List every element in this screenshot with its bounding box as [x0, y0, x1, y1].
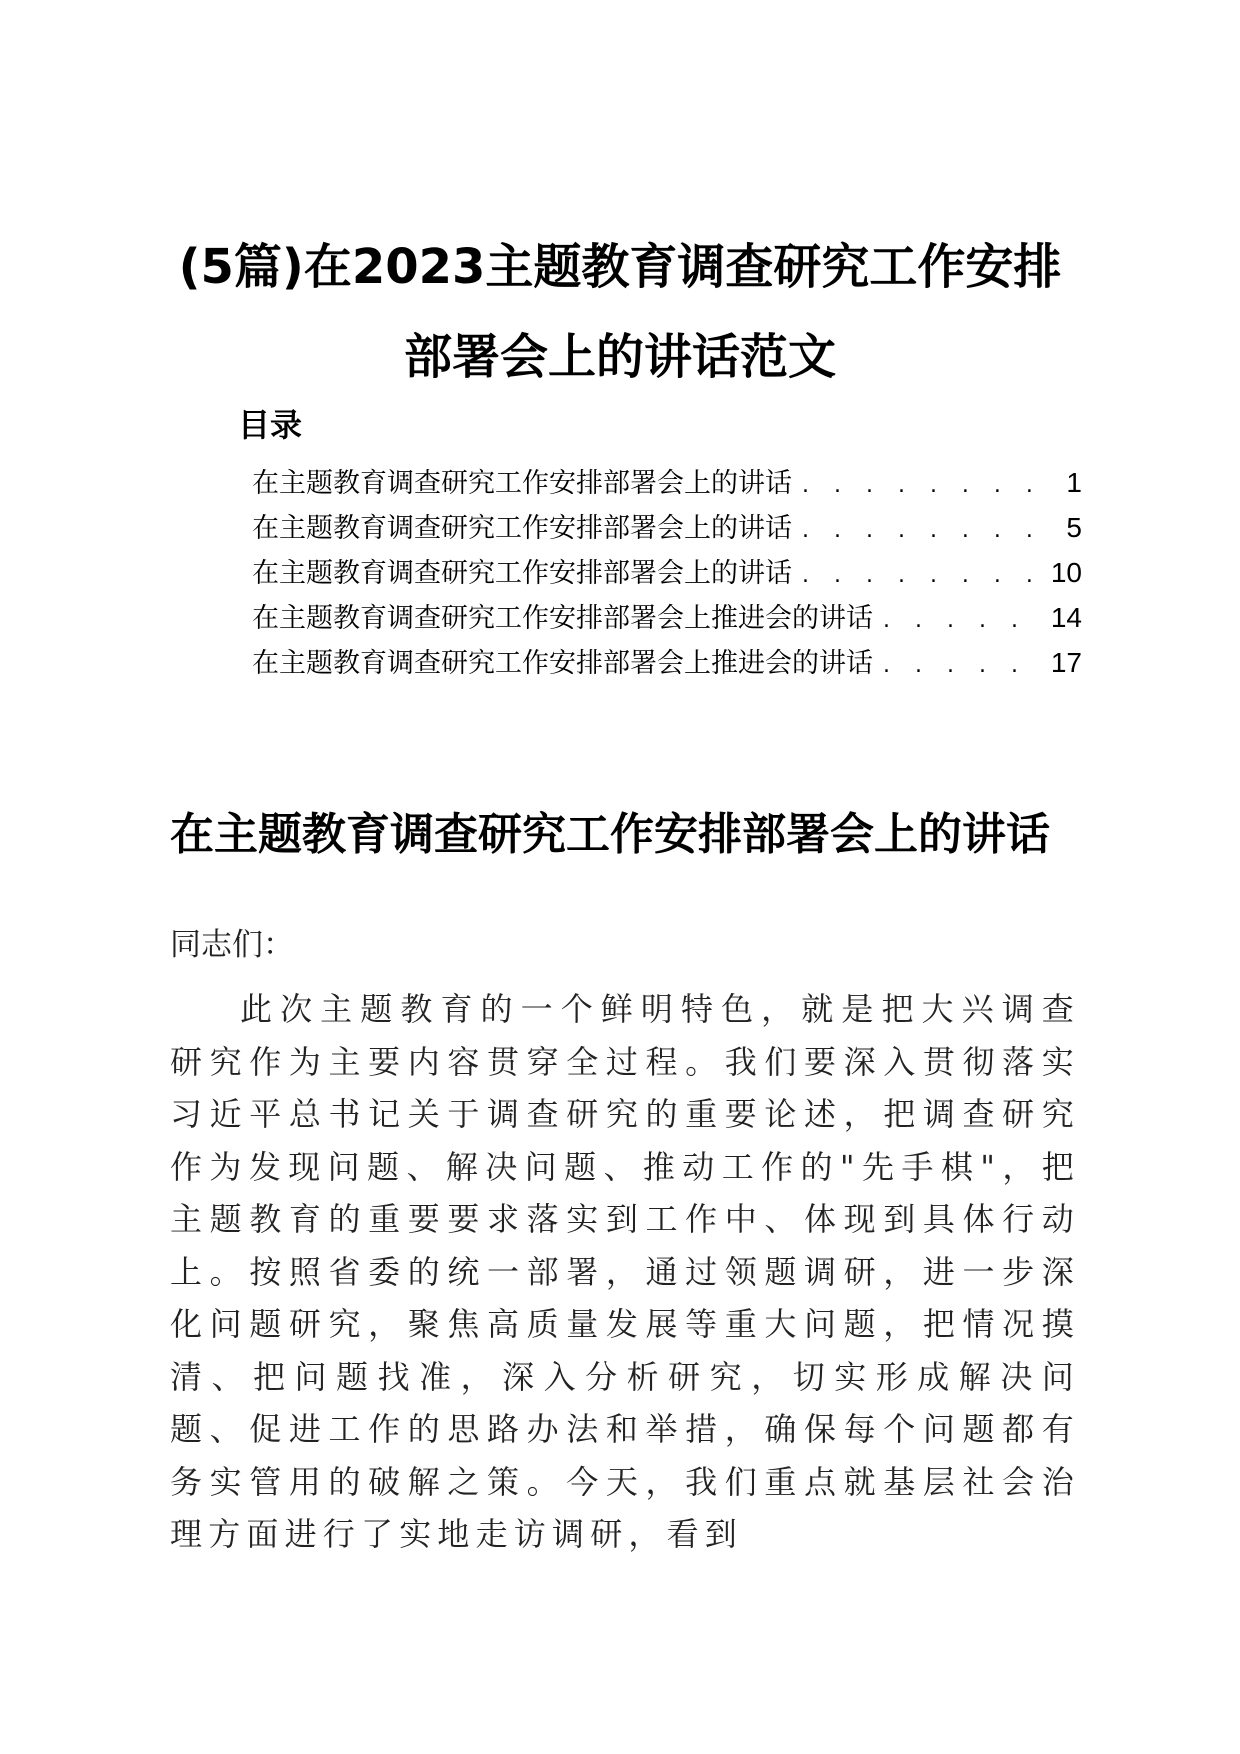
toc-entry-title: 在主题教育调查研究工作安排部署会上推进会的讲话	[252, 648, 873, 679]
toc-leader-dots	[802, 463, 1040, 508]
toc-entry-page: 5	[1066, 512, 1082, 543]
salutation: 同志们：	[170, 927, 294, 963]
toc-entry-title: 在主题教育调查研究工作安排部署会上的讲话	[252, 468, 792, 499]
toc-entry[interactable]	[252, 505, 1082, 550]
toc-entry-page: 17	[1050, 647, 1082, 678]
toc-entry-title: 在主题教育调查研究工作安排部署会上的讲话	[252, 513, 792, 544]
toc-entry-page: 10	[1050, 557, 1082, 588]
body-paragraph: 此次主题教育的一个鲜明特色，就是把大兴调查研究作为主要内容贯穿全过程。我们要深入贯彻落实习近平总书记关于调查研究的重要论述，把调查研究作为发现问题、解决问题、推动工作的"先手棋"，把主题教育的重要要求落实到工作中、体现到具体行动上。按照省委的统一部署，通过领题调研，进一步深化问题研究，聚焦高质量发展等重大问题，把情况摸清、把问题找准，深入分析研究，切实形成解决问题、促进工作的思路办法和举措，确保每个问题都有务实管用的破解之策。今天，我们重点就基层社会治理方面进行了实地走访调研，看到	[170, 990, 1080, 1553]
section-heading: 在主题教育调查研究工作安排部署会上的讲话	[170, 809, 1050, 860]
toc-heading: 目录	[238, 406, 303, 444]
toc-entry-page: 14	[1050, 602, 1082, 633]
document-title	[150, 222, 1090, 402]
toc-entry[interactable]	[252, 640, 1082, 685]
table-of-contents	[252, 460, 1082, 685]
toc-entry-title: 在主题教育调查研究工作安排部署会上的讲话	[252, 558, 792, 589]
toc-entry[interactable]	[252, 460, 1082, 505]
toc-leader-dots	[802, 508, 1040, 553]
toc-leader-dots	[883, 598, 1040, 643]
toc-entry-page: 1	[1066, 467, 1082, 498]
document-title-line-1: (5篇)在2023主题教育调查研究工作安排	[178, 239, 1062, 295]
document-title-line-2: 部署会上的讲话范文	[403, 329, 836, 385]
toc-leader-dots	[802, 553, 1040, 598]
toc-leader-dots	[883, 643, 1040, 688]
toc-entry-title: 在主题教育调查研究工作安排部署会上推进会的讲话	[252, 603, 873, 634]
toc-entry[interactable]	[252, 595, 1082, 640]
toc-entry[interactable]	[252, 550, 1082, 595]
